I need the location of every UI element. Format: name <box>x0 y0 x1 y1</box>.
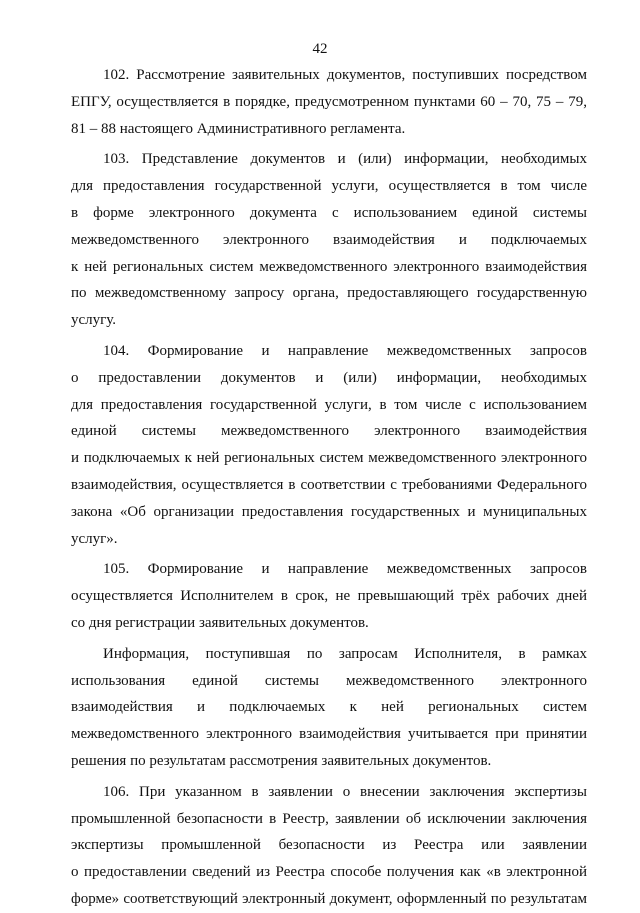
paragraph-106 <box>71 779 587 913</box>
text-line: Информация, поступившая по запросам Исполнителя, в рамках <box>103 645 587 662</box>
text-line: для предоставления государственной услуги, осуществляется в том числе <box>71 178 587 195</box>
text-line: 102. Рассмотрение заявительных документов, поступивших посредством <box>103 67 587 83</box>
paragraph-105 <box>71 556 587 636</box>
text-line: межведомственного электронного взаимодействия и подключаемых <box>71 231 587 248</box>
text-line: осуществляется Исполнителем в срок, не превышающий трёх рабочих дней <box>71 588 587 605</box>
text-line: взаимодействия и подключаемых к ней региональных систем <box>71 699 587 716</box>
text-line: по межведомственному запросу органа, предоставляющего государственную <box>71 285 587 302</box>
text-line: форме» соответствующий электронный документ, оформленный по результатам <box>71 890 587 907</box>
text-line: взаимодействия, осуществляется в соответствии с требованиями Федерального <box>71 476 587 493</box>
text-line: 103. Представление документов и (или) информации, необходимых <box>103 151 587 168</box>
text-line: и подключаемых к ней региональных систем межведомственного электронного <box>71 450 587 467</box>
page-number: 42 <box>312 41 328 57</box>
text-line: услугу. <box>71 312 117 329</box>
text-line: в форме электронного документа с использованием единой системы <box>71 204 587 221</box>
paragraph-information <box>71 641 587 775</box>
text-line: 106. При указанном в заявлении о внесении заключения экспертизы <box>103 783 587 800</box>
text-line: для предоставления государственной услуги, в том числе с использованием <box>71 396 587 413</box>
text-line: единой системы межведомственного электронного взаимодействия <box>71 423 587 440</box>
text-line: 105. Формирование и направление межведомственных запросов <box>103 561 587 578</box>
text-line: со дня регистрации заявительных документов. <box>71 614 369 631</box>
text-line: о предоставлении сведений из Реестра способе получения как «в электронной <box>71 864 587 881</box>
text-line: решения по результатам рассмотрения заявительных документов. <box>71 752 492 769</box>
text-line: промышленной безопасности в Реестр, заявлении об исключении заключения <box>71 810 587 827</box>
text-line: экспертизы промышленной безопасности из Реестра или заявлении <box>71 837 587 854</box>
text-line: использования единой системы межведомственного электронного <box>71 672 587 689</box>
text-line: закона «Об организации предоставления государственных и муниципальных <box>71 503 587 520</box>
paragraph-104 <box>71 338 587 552</box>
document-body <box>71 62 587 913</box>
text-line: услуг». <box>71 530 118 547</box>
text-line: ЕПГУ, осуществляется в порядке, предусмотренном пунктами 60 – 70, 75 – 79, <box>71 93 587 110</box>
text-line: межведомственного электронного взаимодействия учитывается при принятии <box>71 726 587 743</box>
text-line: о предоставлении документов и (или) информации, необходимых <box>71 369 587 386</box>
text-line: к ней региональных систем межведомственного электронного взаимодействия <box>71 258 587 275</box>
text-line: 104. Формирование и направление межведомственных запросов <box>103 342 587 359</box>
paragraph-102 <box>71 62 587 142</box>
text-line: 81 – 88 настоящего Административного регламента. <box>71 120 406 137</box>
paragraph-103 <box>71 146 587 334</box>
